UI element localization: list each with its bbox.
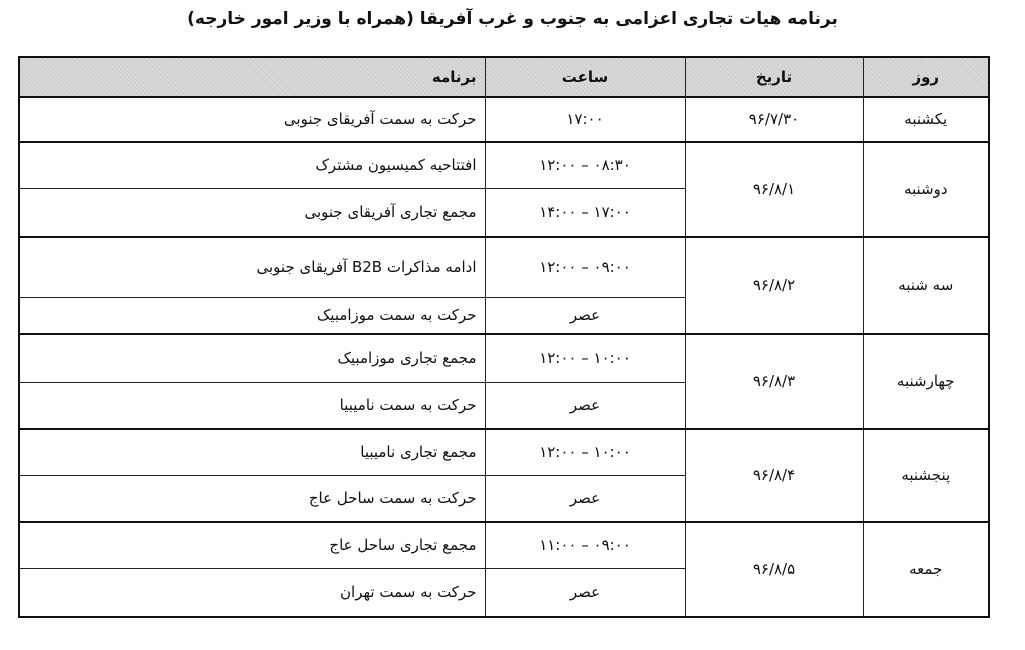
- date-cell: ۹۶/۸/۳: [685, 334, 863, 429]
- time-cell: عصر: [485, 382, 685, 429]
- day-cell: پنجشنبه: [863, 429, 989, 522]
- program-cell: مجمع تجاری موزامبیک: [19, 334, 485, 383]
- day-cell: چهارشنبه: [863, 334, 989, 429]
- program-cell: حرکت به سمت آفریقای جنوبی: [19, 97, 485, 142]
- date-cell: ۹۶/۷/۳۰: [685, 97, 863, 142]
- program-cell: مجمع تجاری ساحل عاج: [19, 522, 485, 569]
- table-header-row: [19, 57, 989, 97]
- table-row: [19, 237, 989, 298]
- header-program: برنامه: [19, 57, 485, 97]
- time-cell: عصر: [485, 297, 685, 333]
- program-cell: مجمع تجاری نامیبیا: [19, 429, 485, 476]
- header-time: ساعت: [485, 57, 685, 97]
- time-cell: عصر: [485, 475, 685, 522]
- time-cell: عصر: [485, 568, 685, 617]
- program-cell: حرکت به سمت موزامبیک: [19, 297, 485, 333]
- program-cell: افتتاحیه کمیسیون مشترک: [19, 142, 485, 189]
- day-cell: یکشنبه: [863, 97, 989, 142]
- time-cell: ۱۷:۰۰: [485, 97, 685, 142]
- table-row: [19, 334, 989, 383]
- program-cell: ادامه مذاکرات B2B آفریقای جنوبی: [19, 237, 485, 298]
- day-cell: سه شنبه: [863, 237, 989, 334]
- program-cell: حرکت به سمت نامیبیا: [19, 382, 485, 429]
- time-cell: ۱۰:۰۰ – ۱۲:۰۰: [485, 334, 685, 383]
- date-cell: ۹۶/۸/۲: [685, 237, 863, 334]
- document-title: برنامه هیات تجاری اعزامی به جنوب و غرب آفریقا (همراه با وزیر امور خارجه): [187, 9, 838, 29]
- table-row: [19, 522, 989, 569]
- time-cell: ۰۹:۰۰ – ۱۱:۰۰: [485, 522, 685, 569]
- time-cell: ۱۰:۰۰ – ۱۲:۰۰: [485, 429, 685, 476]
- time-cell: ۱۷:۰۰ – ۱۴:۰۰: [485, 188, 685, 237]
- date-cell: ۹۶/۸/۴: [685, 429, 863, 522]
- date-cell: ۹۶/۸/۱: [685, 142, 863, 237]
- header-day: روز: [863, 57, 989, 97]
- time-cell: ۰۹:۰۰ – ۱۲:۰۰: [485, 237, 685, 298]
- schedule-table: [18, 56, 990, 618]
- day-cell: جمعه: [863, 522, 989, 617]
- table-row: [19, 142, 989, 189]
- day-cell: دوشنبه: [863, 142, 989, 237]
- table-row: [19, 429, 989, 476]
- program-cell: حرکت به سمت ساحل عاج: [19, 475, 485, 522]
- program-cell: مجمع تجاری آفریقای جنوبی: [19, 188, 485, 237]
- date-cell: ۹۶/۸/۵: [685, 522, 863, 617]
- table-row: [19, 97, 989, 142]
- time-cell: ۰۸:۳۰ – ۱۲:۰۰: [485, 142, 685, 189]
- header-date: تاریخ: [685, 57, 863, 97]
- program-cell: حرکت به سمت تهران: [19, 568, 485, 617]
